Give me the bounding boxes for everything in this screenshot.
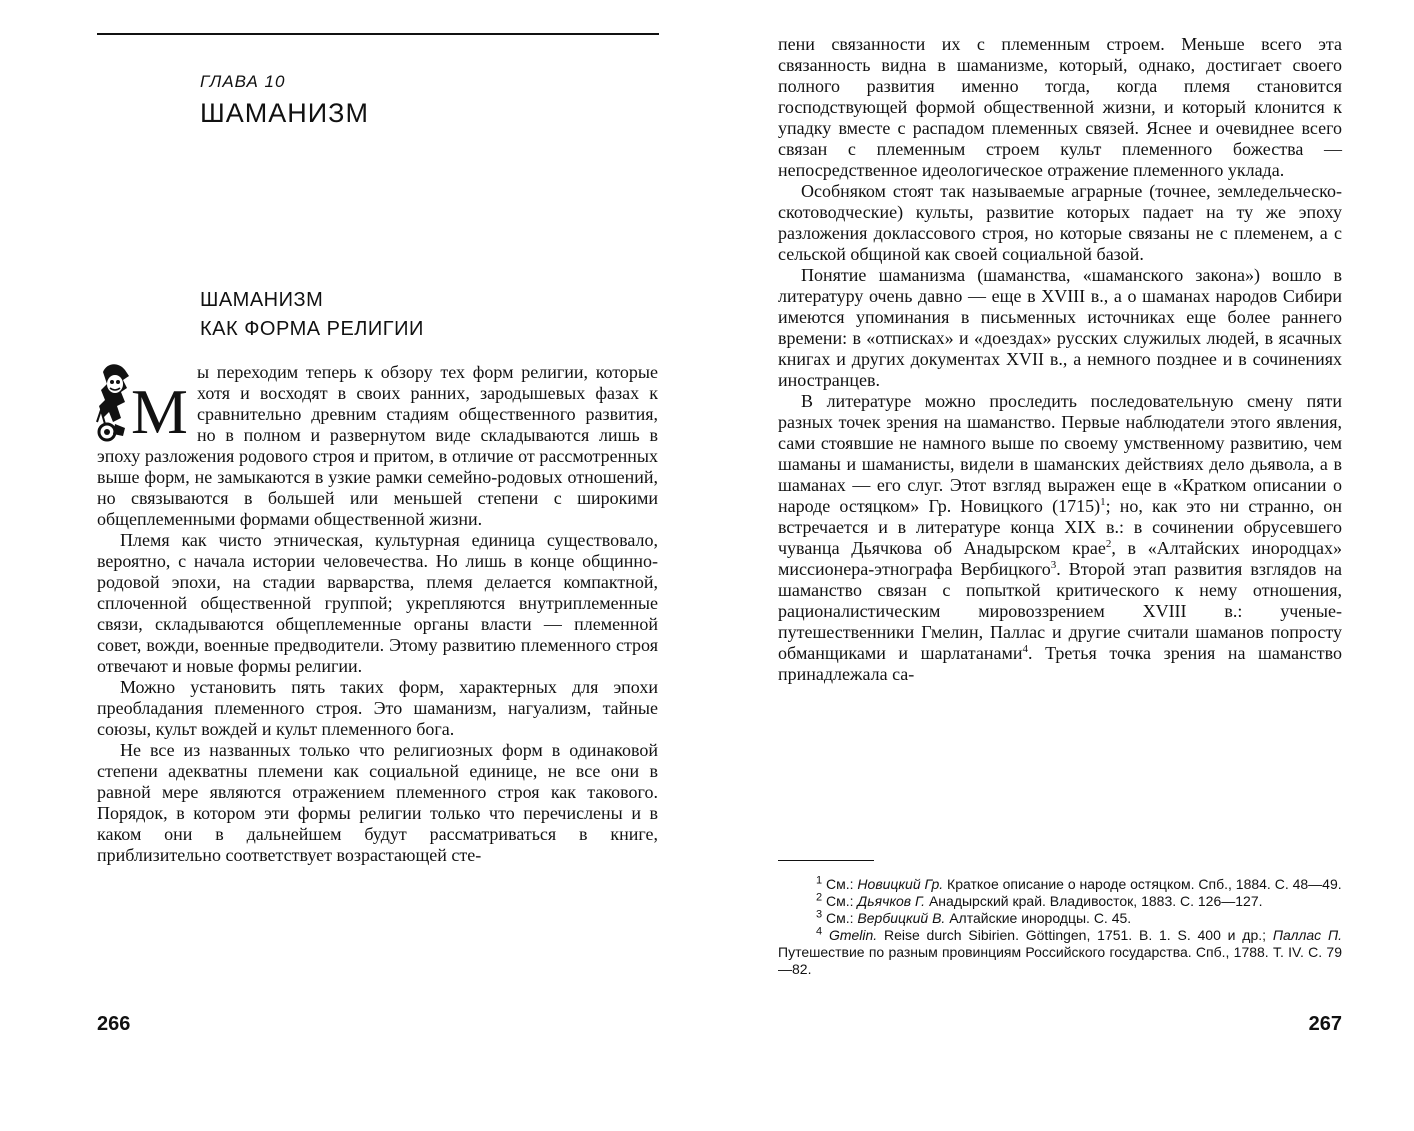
shaman-figure-icon [95, 362, 135, 444]
section-title-line1: ШАМАНИЗМ [200, 289, 324, 311]
footnote-ref[interactable]: 3 [1050, 559, 1057, 571]
chapter-title: ШАМАНИЗМ [200, 98, 369, 128]
footnotes [778, 876, 1342, 978]
paragraph-2: Особняком стоят так называемые аграрные (точнее, земледельческо-скотоводческие) культы, развитие которых падает на ту же эпоху разложения доклассового строя, но которые связаны не с племенем, а с сельской общиной как своей социальной базой. [778, 181, 1342, 264]
footnote-4: $^4$ Gmelin. Reise durch Sibirien. Göttingen, 1751. B. 1. S. 400 и др.; Паллас П. Путешествие по разным провинциям Российского государства. Спб., 1788. Т. IV. С. 79—82. [778, 925, 1343, 977]
paragraph-2: Племя как чисто этническая, культурная единица существовало, вероятно, с начала истории человечества. Но лишь в конце общинно-родовой эпохи, на стадии варварства, племя делается компактной, сплоченной общественной группой; укрепляются внутриплеменные связи, складываются общеплеменные органы власти — племенной совет, вожди, военные предводители. Этому развитию племенного строя отвечают и новые формы религии. [97, 530, 658, 676]
footnote-ref[interactable]: 1 [1100, 496, 1106, 508]
left-body-text [97, 362, 658, 866]
paragraph-4: В литературе можно проследить последовательную смену пяти разных точек зрения на шаманство. Первые наблюдатели этого явления, сами стоявшие не намного выше по своему умственному развитию, чем шаманы и шаманисты, видели в шаманских действиях дело дьявола, а в шаманах — его слуг. Этот взгляд выражен еще в «Кратком описании о народе остяцком» Гр. Новицкого $(1715)^1$; но, как это ни странно, он встречается и в литературе конца XIX в.: в сочинении обрусевшего чуванца Дьячкова об Анадырском крае$^2$, в «Алтайских инородцах» миссионера-этнографа Вербицкого$^3$. Второй этап развития взглядов на шаманство связан с попыткой критического к нему отношения, рационалистическим мировоззрением XVIII в.: ученые-путешественники Гмелин, Паллас и другие считали шаманов попросту обманщиками и шарлатанами$^4$. Третья точка зрения на шаманство принадлежала са- [778, 391, 1342, 684]
drop-cap [95, 362, 191, 447]
drop-cap-letter: М [131, 376, 188, 447]
footnote-rule [778, 860, 874, 861]
top-rule [97, 33, 659, 35]
chapter-label: ГЛАВА 10 [200, 72, 286, 91]
paragraph-4: Не все из названных только что религиозных форм в одинаковой степени адекватны племени как социальной единице, не все они в равной мере являются отражением племенного строя как такового. Порядок, в котором эти формы религии только что перечислены и в каком они в дальнейшем будут рассматриваться в книге, приблизительно соответствует возрастающей сте- [97, 740, 658, 865]
footnote-3: $^3$ См.: Вербицкий В. Алтайские инородцы. С. 45. [816, 908, 1132, 926]
right-body-text [778, 34, 1342, 685]
footnote-ref[interactable]: 2 [1105, 538, 1112, 550]
footnote-ref[interactable]: 4 [1022, 643, 1028, 655]
page-number-left: 266 [97, 1013, 131, 1035]
section-title-line2: КАК ФОРМА РЕЛИГИИ [200, 318, 424, 340]
paragraph-3: Можно установить пять таких форм, характерных для эпохи преобладания племенного строя. Это шаманизм, нагуализм, тайные союзы, культ вождей и культ племенного бога. [97, 677, 658, 739]
section-title [200, 286, 424, 344]
footnote-1: $^1$ См.: Новицкий Гр. Краткое описание о народе остяцком. Спб., 1884. С. 48—49. [816, 874, 1342, 892]
paragraph-1: М ы переходим теперь к обзору тех форм религии, которые хотя и восходят в своих ранних, зародышевых фазах к сравнительно древним стадиям общественного развития, но в полном и развернутом виде складываются лишь в эпоху разложения родового строя и притом, в отличие от рассмотренных выше форм, не замыкаются в узкие рамки семейно-родовых отношений, но связываются в большей или меньшей степени с широкими общеплеменными формами общественной жизни. [97, 362, 658, 529]
footnote-2: $^2$ См.: Дьячков Г. Анадырский край. Владивосток, 1883. С. 126—127. [816, 891, 1263, 909]
paragraph-3: Понятие шаманизма (шаманства, «шаманского закона») вошло в литературу очень давно — еще в XVIII в., а о шаманах народов Сибири имеются упоминания в письменных источниках еще более раннего времени: в «отписках» и «доездах» русских служилых людей, в ясачных книгах и других документах XVII в., а немного позднее и в сочинениях иностранцев. [778, 265, 1342, 390]
paragraph-1: пени связанности их с племенным строем. Меньше всего эта связанность видна в шаманизме, который, однако, достигает своего полного развития именно тогда, когда племя становится господствующей формой общественной жизни, и который клонится к упадку вместе с распадом племенных связей. Яснее и очевиднее всего связан с племенным строем культ племенного божества — непосредственное идеологическое отражение племенного уклада. [778, 34, 1342, 180]
page-number-right: 267 [1308, 1013, 1342, 1035]
